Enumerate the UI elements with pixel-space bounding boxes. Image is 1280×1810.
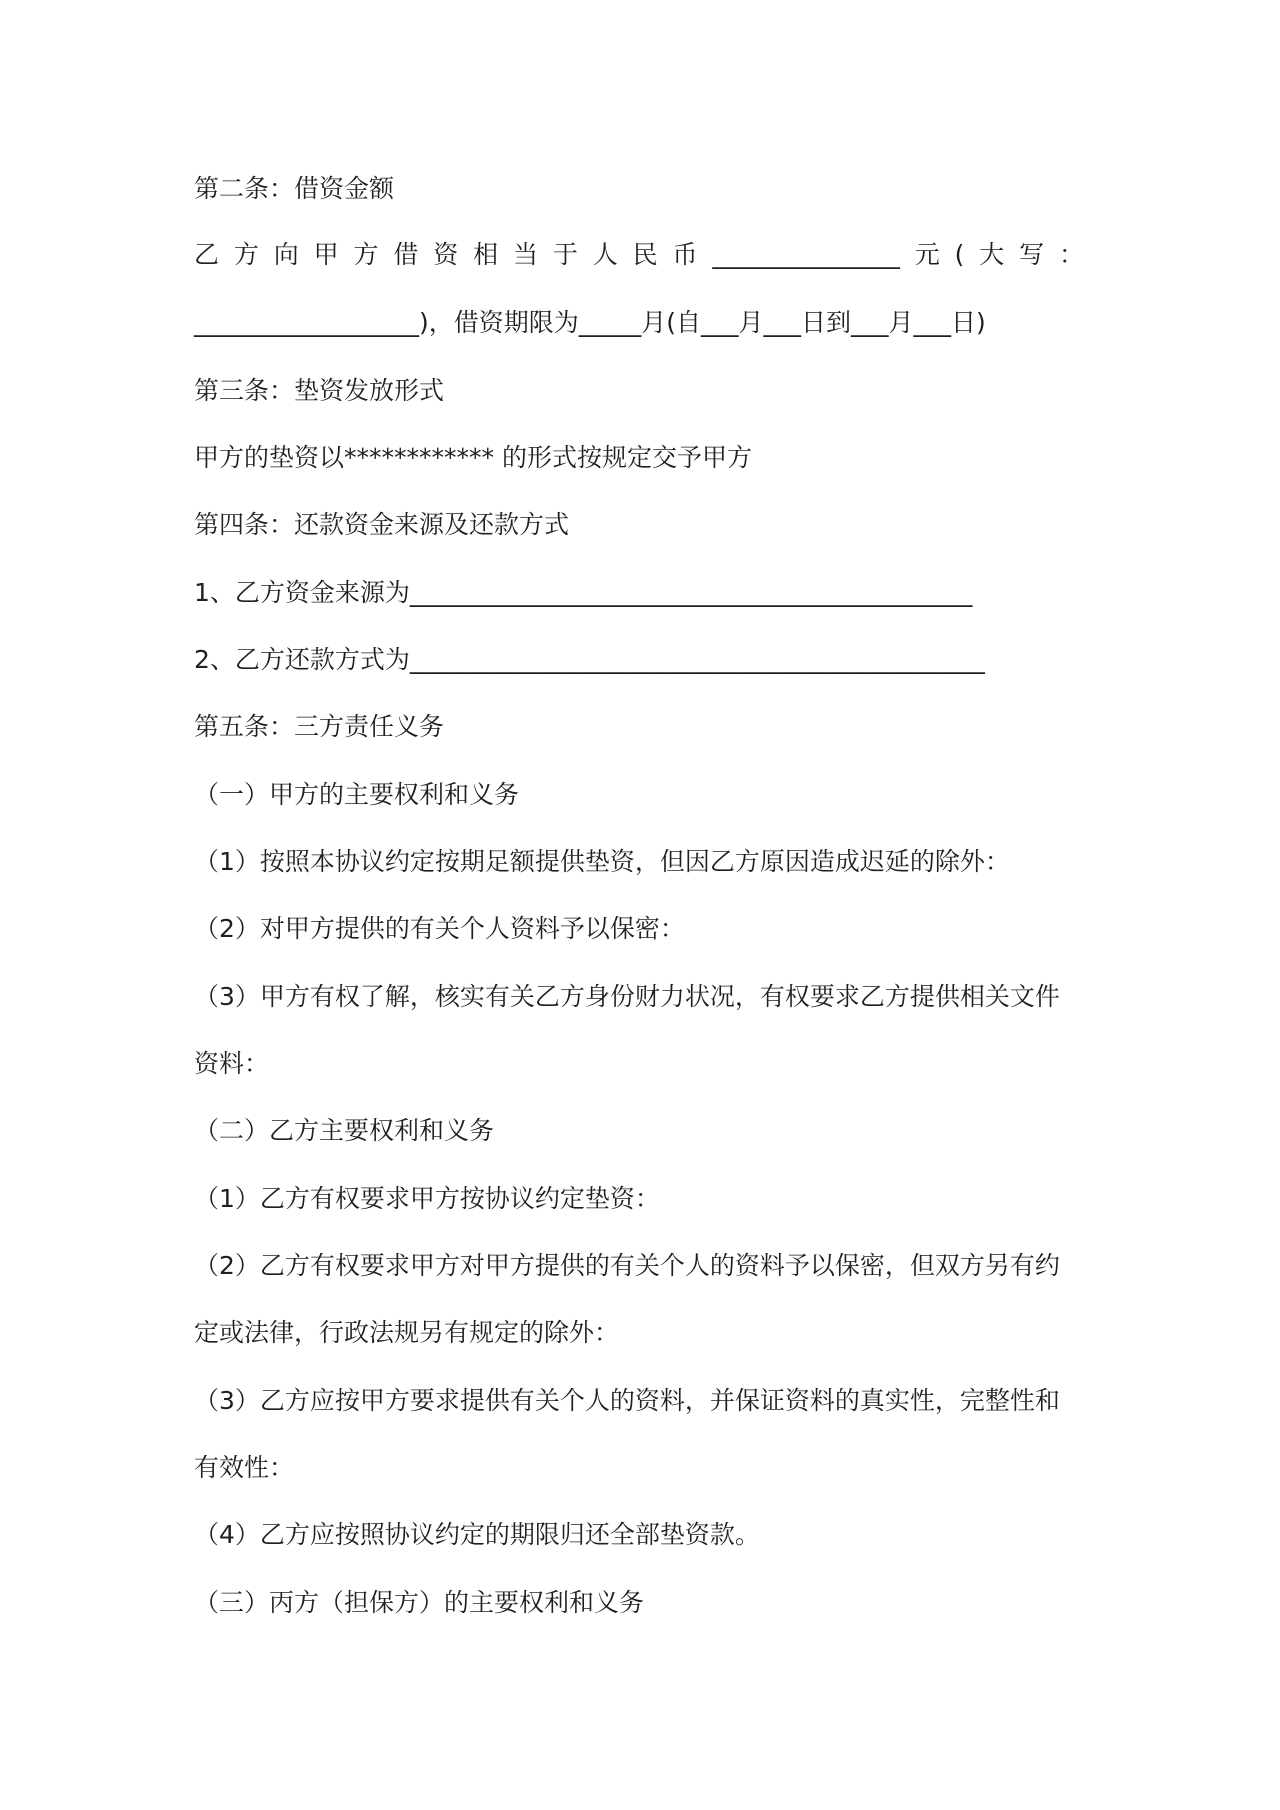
party-c-heading: （三）丙方（担保方）的主要权利和义务 [194, 1588, 645, 1617]
party-b-item-2-cont: 定或法律，行政法规另有规定的除外： [194, 1318, 620, 1347]
loan-amount-char: 资 [433, 240, 459, 269]
loan-amount-char: 民 [632, 240, 658, 269]
article-2-heading: 第二条：借资金额 [194, 174, 395, 203]
party-b-item-3: （3）乙方应按甲方要求提供有关个人的资料，并保证资料的真实性，完整性和 [194, 1386, 1060, 1415]
loan-amount-char: 人 [592, 240, 618, 269]
party-b-heading: （二）乙方主要权利和义务 [194, 1116, 495, 1145]
loan-amount-char: 元 [914, 240, 940, 269]
article-4-heading: 第四条：还款资金来源及还款方式 [194, 510, 570, 539]
party-a-item-1: （1）按照本协议约定按期足额提供垫资，但因乙方原因造成迟延的除外： [194, 847, 1010, 876]
loan-amount-char: 向 [273, 240, 299, 269]
loan-amount-char: 甲 [313, 240, 339, 269]
party-a-item-3: （3）甲方有权了解，核实有关乙方身份财力状况，有权要求乙方提供相关文件 [194, 982, 1060, 1011]
loan-amount-char: 乙 [194, 240, 220, 269]
party-b-item-3-cont: 有效性： [194, 1453, 295, 1482]
loan-amount-char: ( [954, 240, 965, 269]
loan-period-line: __________________)，借资期限为_____月(自___月___日到___月___日) [194, 308, 986, 337]
loan-amount-char: 币 [672, 240, 698, 269]
party-b-item-1: （1）乙方有权要求甲方按协议约定垫资： [194, 1184, 660, 1213]
party-b-item-4: （4）乙方应按照协议约定的期限归还全部垫资款。 [194, 1520, 760, 1549]
loan-amount-line [194, 238, 1084, 272]
fund-source-line: 1、乙方资金来源为_____________________________________________ [194, 578, 973, 607]
party-a-heading: （一）甲方的主要权利和义务 [194, 780, 520, 809]
party-a-item-3-cont: 资料： [194, 1049, 270, 1078]
loan-amount-char: 方 [233, 240, 259, 269]
loan-amount-char: 方 [353, 240, 379, 269]
advance-form-line: 甲方的垫资以************ 的形式按规定交予甲方 [194, 443, 752, 472]
loan-amount-char: 于 [552, 240, 578, 269]
party-b-item-2: （2）乙方有权要求甲方对甲方提供的有关个人的资料予以保密，但双方另有约 [194, 1251, 1060, 1280]
loan-amount-char: ： [1058, 240, 1084, 269]
article-3-heading: 第三条：垫资发放形式 [194, 376, 445, 405]
repayment-method-line: 2、乙方还款方式为______________________________________________ [194, 645, 985, 674]
party-a-item-2: （2）对甲方提供的有关个人资料予以保密： [194, 914, 685, 943]
loan-amount-char: 写 [1019, 240, 1045, 269]
loan-amount-char: 当 [513, 240, 539, 269]
loan-amount-char: 借 [393, 240, 419, 269]
loan-amount-blank: _______________ [712, 240, 900, 269]
loan-amount-char: 相 [473, 240, 499, 269]
loan-amount-char: 大 [979, 240, 1005, 269]
article-5-heading: 第五条：三方责任义务 [194, 712, 445, 741]
